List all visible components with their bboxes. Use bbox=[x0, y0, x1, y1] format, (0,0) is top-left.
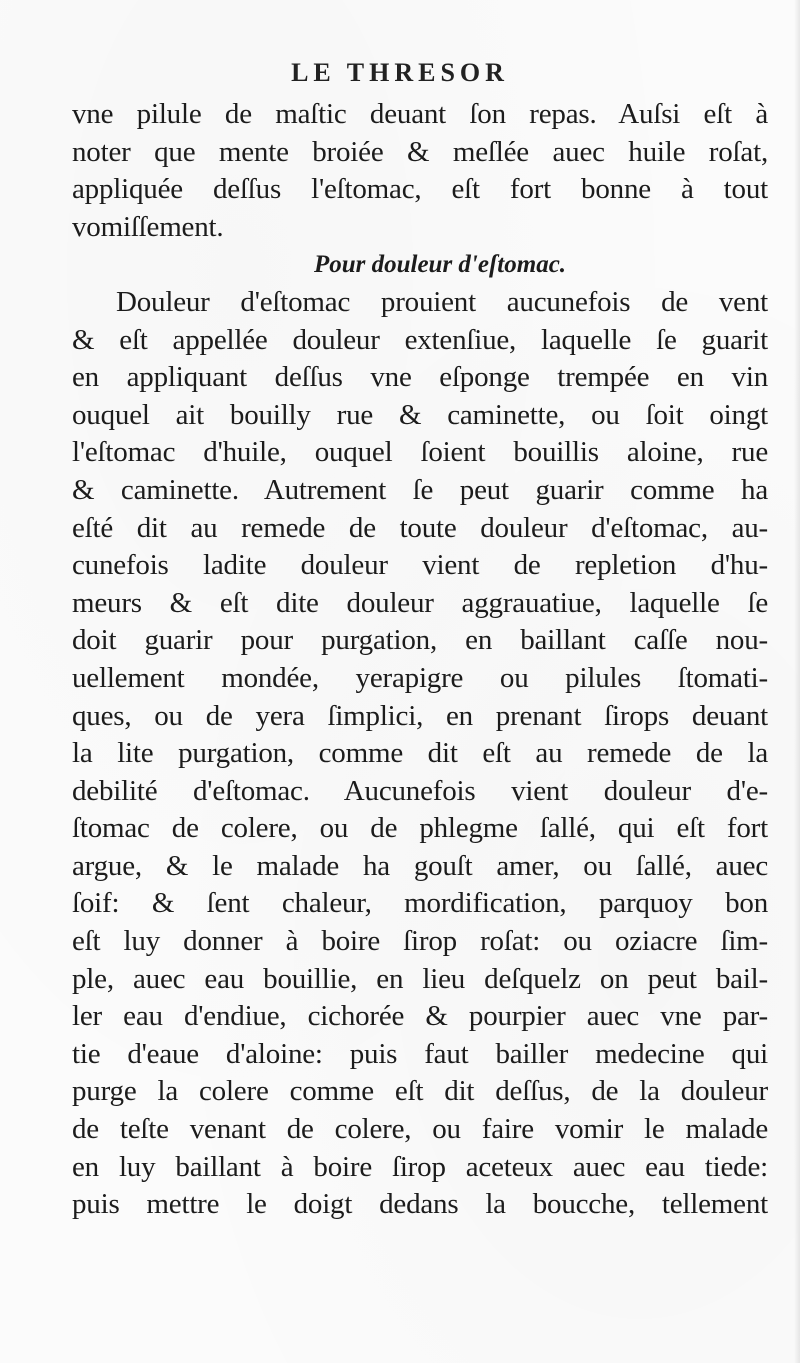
text-line: meurs & eſt dite douleur aggrauatiue, laquelle ſe bbox=[72, 586, 768, 619]
text-line: ſtomac de colere, ou de phlegme ſallé, qui eſt fort bbox=[72, 812, 768, 845]
text-line: noter que mente broiée & meſlée auec huile roſat, bbox=[72, 135, 768, 168]
text-line: argue, & le malade ha gouſt amer, ou ſallé, auec bbox=[72, 849, 768, 882]
text-line: purge la colere comme eſt dit deſſus, de la douleur bbox=[72, 1075, 768, 1108]
text-line: puis mettre le doigt dedans la boucche, tellement bbox=[72, 1188, 768, 1221]
text-line: eſt luy donner à boire ſirop roſat: ou oziacre ſim- bbox=[72, 925, 768, 958]
text-line: de teſte venant de colere, ou faire vomir le malade bbox=[72, 1113, 768, 1146]
text-line: appliquée deſſus l'eſtomac, eſt fort bonne à tout bbox=[72, 173, 768, 206]
text-line: doit guarir pour purgation, en baillant caſſe nou- bbox=[72, 624, 768, 657]
text-line: tie d'eaue d'aloine: puis faut bailler medecine qui bbox=[72, 1037, 768, 1070]
running-head: LE THRESOR bbox=[291, 58, 509, 87]
text-line: debilité d'eſtomac. Aucunefois vient douleur d'e- bbox=[72, 774, 768, 807]
page-edge-shadow bbox=[794, 0, 800, 1363]
text-line: vomiſſement. bbox=[72, 210, 224, 243]
text-line: ques, ou de yera ſimplici, en prenant ſirops deuant bbox=[72, 699, 768, 732]
text-block bbox=[72, 96, 768, 1224]
text-line: en appliquant deſſus vne eſponge trempée en vin bbox=[72, 361, 768, 394]
text-line: la lite purgation, comme dit eſt au remede de la bbox=[72, 737, 768, 770]
text-line: vne pilule de maſtic deuant ſon repas. Auſsi eſt à bbox=[72, 98, 768, 130]
text-line: ple, auec eau bouillie, en lieu deſquelz on peut bail- bbox=[72, 962, 768, 995]
text-line: ſoif: & ſent chaleur, mordification, parquoy bon bbox=[72, 887, 768, 920]
text-line: ler eau d'endiue, cichorée & pourpier auec vne par- bbox=[72, 1000, 768, 1033]
text-line: en luy baillant à boire ſirop aceteux auec eau tiede: bbox=[72, 1150, 768, 1183]
text-line: eſté dit au remede de toute douleur d'eſtomac, au- bbox=[72, 511, 768, 544]
text-line: Douleur d'eſtomac prouient aucunefois de vent bbox=[116, 285, 768, 318]
text-line: & caminette. Autrement ſe peut guarir comme ha bbox=[72, 473, 768, 506]
text-line: uellement mondée, yerapigre ou pilules ſtomati- bbox=[72, 661, 768, 694]
section-heading: Pour douleur d'eſtomac. bbox=[313, 251, 567, 279]
text-line: & eſt appellée douleur extenſiue, laquelle ſe guarit bbox=[72, 323, 768, 356]
text-line: ouquel ait bouilly rue & caminette, ou ſoit oingt bbox=[72, 398, 768, 431]
text-line: cunefois ladite douleur vient de repletion d'hu- bbox=[72, 549, 768, 582]
text-line: l'eſtomac d'huile, ouquel ſoient bouillis aloine, rue bbox=[72, 436, 768, 469]
